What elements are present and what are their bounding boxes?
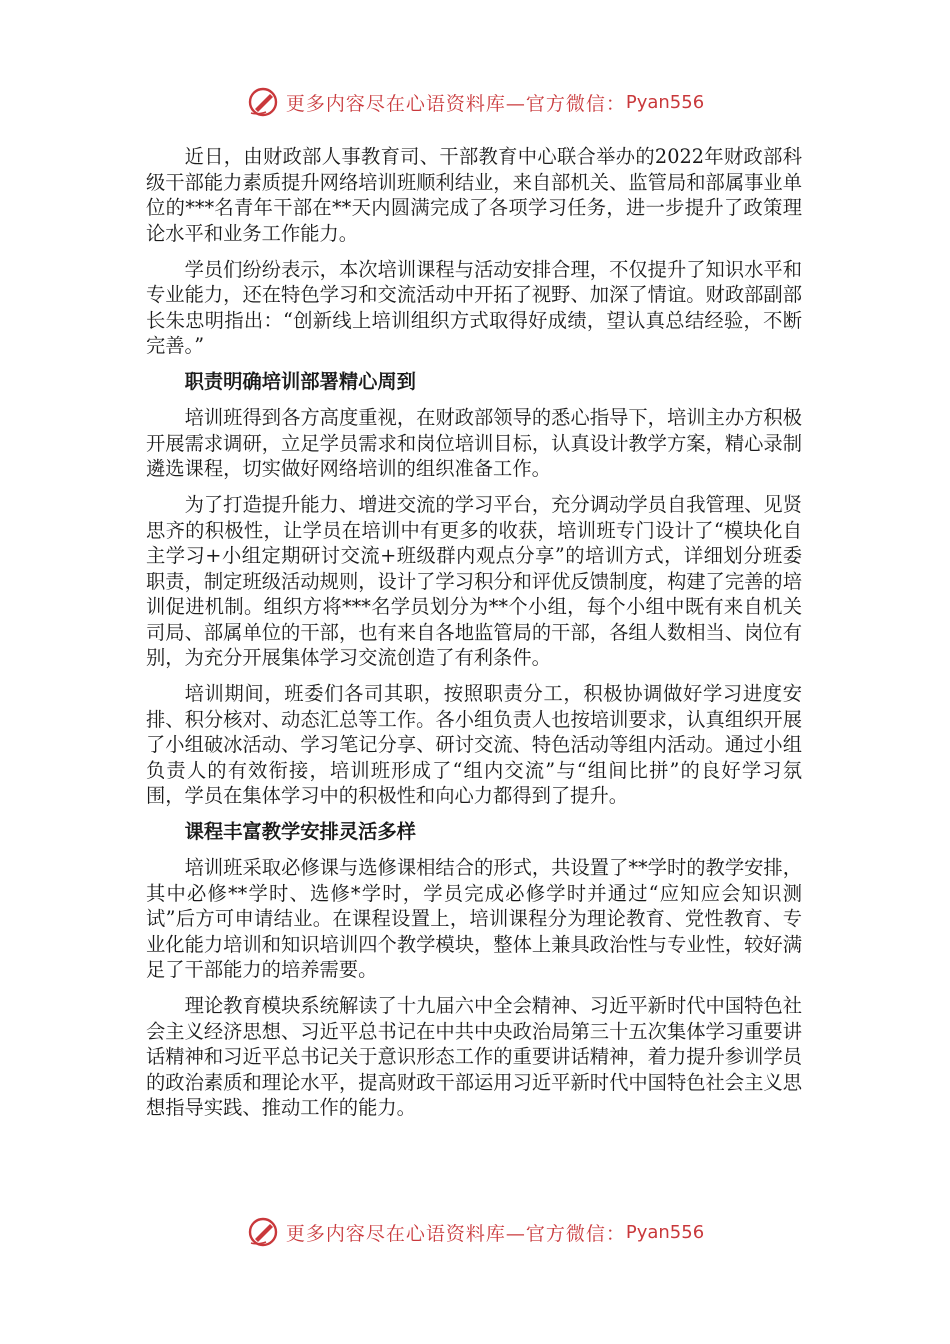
paragraph-6: 培训班采取必修课与选修课相结合的形式，共设置了**学时的教学安排，其中必修**学时、选修*学时，学员完成必修学时并通过“应知应会知识测试”后方可申请结业。在课程设置上，培训课程分为理论教育、党性教育、专业化能力培训和知识培训四个教学模块，整体上兼具政治性与专业性，较好满足了干部能力的培养需要。 [146, 856, 802, 981]
header-watermark-banner [0, 84, 950, 120]
paragraph-5: 培训期间，班委们各司其职，按照职责分工，积极协调做好学习进度安排、积分核对、动态汇总等工作。各小组负责人也按培训要求，认真组织开展了小组破冰活动、学习笔记分享、研讨交流、特色活动等组内活动。通过小组负责人的有效衔接，培训班形成了“组内交流”与“组间比拼”的良好学习氛围，学员在集体学习中的积极性和向心力都得到了提升。 [146, 682, 802, 807]
paragraph-4: 为了打造提升能力、增进交流的学习平台，充分调动学员自我管理、见贤思齐的积极性，让学员在培训中有更多的收获，培训班专门设计了“模块化自主学习+小组定期研讨交流+班级群内观点分享”的培训方式，详细划分班委职责，制定班级活动规则，设计了学习积分和评优反馈制度，构建了完善的培训促进机制。组织方将***名学员划分为**个小组，每个小组中既有来自机关司局、部属单位的干部，也有来自各地监管局的干部，各组人数相当、岗位有别，为充分开展集体学习交流创造了有利条件。 [146, 493, 802, 669]
banner-wechat-id: Pyan556 [625, 91, 705, 113]
section-heading-1: 职责明确培训部署精心周到 [184, 370, 416, 393]
paragraph-1: 近日，由财政部人事教育司、干部教育中心联合举办的2022年财政部科级干部能力素质提升网络培训班顺利结业，来自部机关、监管局和部属事业单位的***名青年干部在**天内圆满完成了各项学习任务，进一步提升了政策理论水平和业务工作能力。 [146, 145, 802, 245]
article-body [146, 144, 802, 1131]
banner-wechat-id: Pyan556 [625, 1221, 705, 1243]
paragraph-2: 学员们纷纷表示，本次培训课程与活动安排合理，不仅提升了知识水平和专业能力，还在特色学习和交流活动中开拓了视野、加深了情谊。财政部副部长朱忠明指出：“创新线上培训组织方式取得好成绩，望认真总结经验，不断完善。” [146, 257, 802, 357]
paragraph-3: 培训班得到各方高度重视，在财政部领导的悉心指导下，培训主办方积极开展需求调研，立足学员需求和岗位培训目标，认真设计教学方案，精心录制遴选课程，切实做好网络培训的组织准备工作。 [146, 406, 802, 480]
pen-logo-icon [246, 1215, 280, 1249]
banner-text: 更多内容尽在心语资料库—官方微信： [285, 92, 626, 115]
banner-text: 更多内容尽在心语资料库—官方微信： [285, 1222, 626, 1245]
section-heading-2: 课程丰富教学安排灵活多样 [184, 820, 416, 843]
pen-logo-icon [246, 85, 280, 119]
paragraph-7: 理论教育模块系统解读了十九届六中全会精神、习近平新时代中国特色社会主义经济思想、习近平总书记在中共中央政治局第三十五次集体学习重要讲话精神和习近平总书记关于意识形态工作的重要讲话精神，着力提升参训学员的政治素质和理论水平，提高财政干部运用习近平新时代中国特色社会主义思想指导实践、推动工作的能力。 [146, 994, 802, 1119]
footer-watermark-banner [0, 1214, 950, 1250]
